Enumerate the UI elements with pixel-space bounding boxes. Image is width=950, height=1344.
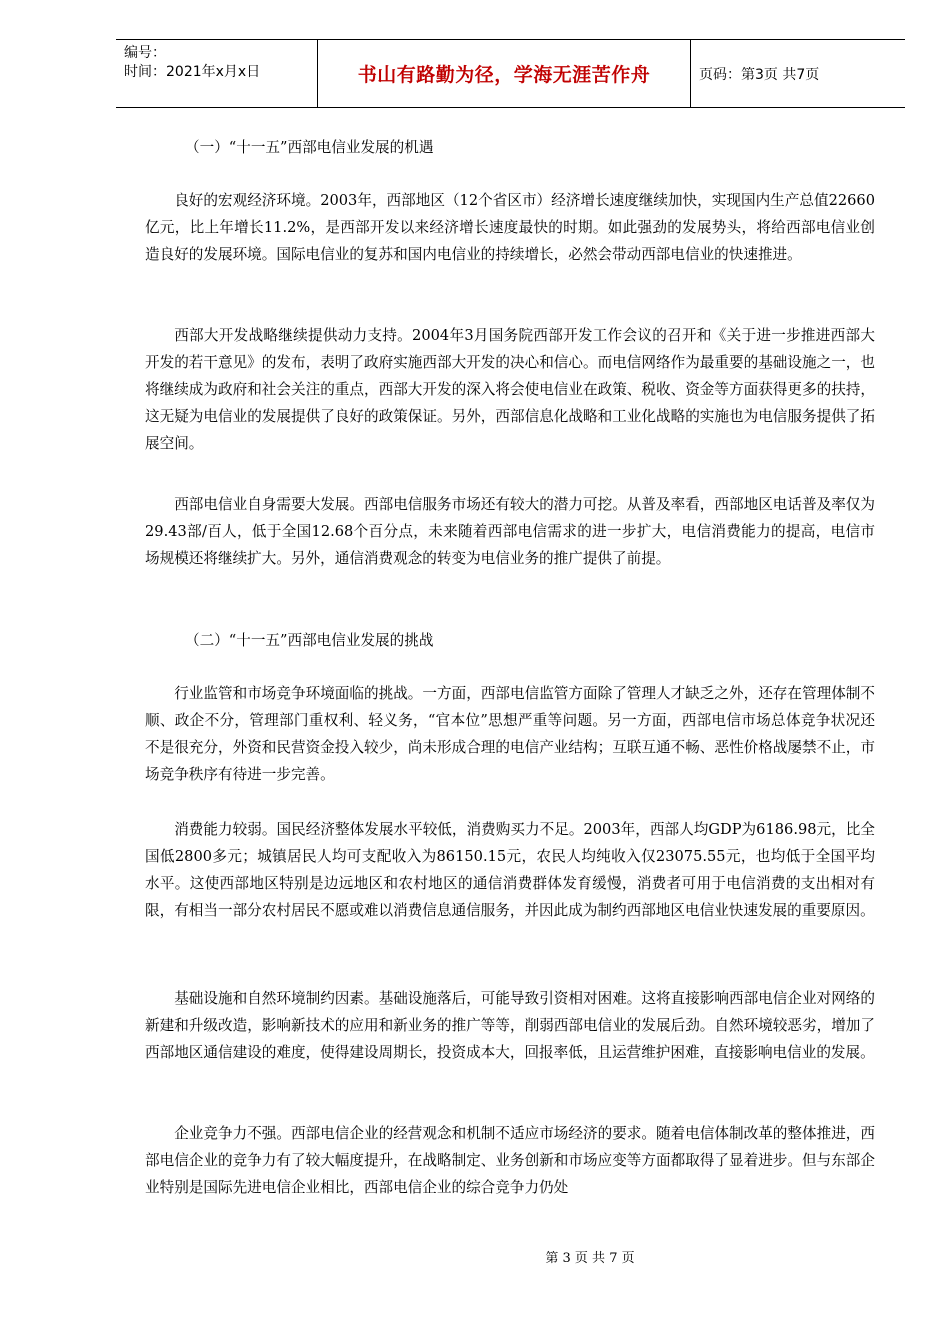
paragraph: 西部电信业自身需要大发展。西部电信服务市场还有较大的潜力可挖。从普及率看，西部地区电话普及率仅为29.43部/百人，低于全国12.68个百分点，未来随着西部电信需求的进一步扩大，电信消费能力的提高，电信市场规模还将继续扩大。另外，通信消费观念的转变为电信业务的推广提供了前提。 — [145, 496, 875, 567]
paragraph: 基础设施和自然环境制约因素。基础设施落后，可能导致引资相对困难。这将直接影响西部电信企业对网络的新建和升级改造，影响新技术的应用和新业务的推广等等，削弱西部电信业的发展后劲。自然环境较恶劣，增加了西部地区通信建设的难度，使得建设周期长，投资成本大，回报率低，且运营维护困难，直接影响电信业的发展。 — [145, 990, 875, 1061]
header-number: 编号： — [124, 45, 166, 61]
document-header — [116, 39, 905, 108]
header-meta — [116, 40, 317, 107]
paragraph: 企业竞争力不强。西部电信企业的经营观念和机制不适应市场经济的要求。随着电信体制改革的整体推进，西部电信企业的竞争力有了较大幅度提升，在战略制定、业务创新和市场应变等方面都取得了显着进步。但与东部企业特别是国际先进电信企业相比，西部电信企业的综合竞争力仍处 — [145, 1125, 875, 1196]
paragraph: 良好的宏观经济环境。2003年，西部地区（12个省区市）经济增长速度继续加快，实现国内生产总值22660亿元，比上年增长11.2%，是西部开发以来经济增长速度最快的时期。如此强劲的发展势头，将给西部电信业创造良好的发展环境。国际电信业的复苏和国内电信业的持续增长，必然会带动西部电信业的快速推进。 — [145, 192, 875, 263]
paragraph: 西部大开发战略继续提供动力支持。2004年3月国务院西部开发工作会议的召开和《关于进一步推进西部大开发的若干意见》的发布，表明了政府实施西部大开发的决心和信心。而电信网络作为最重要的基础设施之一，也将继续成为政府和社会关注的重点，西部大开发的深入将会使电信业在政策、税收、资金等方面获得更多的扶持，这无疑为电信业的发展提供了良好的政策保证。另外，西部信息化战略和工业化战略的实施也为电信服务提供了拓展空间。 — [145, 327, 875, 452]
page-footer: 第 3 页 共 7 页 — [545, 1251, 635, 1266]
header-time: 时间：2021年x月x日 — [124, 64, 261, 80]
paragraph: 消费能力较弱。国民经济整体发展水平较低，消费购买力不足。2003年，西部人均GDP为6186.98元，比全国低2800多元；城镇居民人均可支配收入为86150.15元，农民人均纯收入仅23075.55元，也均低于全国平均水平。这使西部地区特别是边远地区和农村地区的通信消费群体发育缓慢，消费者可用于电信消费的支出相对有限，有相当一部分农村居民不愿或难以消费信息通信服务，并因此成为制约西部地区电信业快速发展的重要原因。 — [145, 821, 875, 919]
header-motto: 书山有路勤为径，学海无涯苦作舟 — [317, 40, 691, 107]
section-heading-opportunities: （一）“十一五”西部电信业发展的机遇 — [185, 139, 434, 156]
header-page-number: 页码：第3页 共7页 — [699, 66, 820, 83]
section-heading-challenges: （二）“十一五”西部电信业发展的挑战 — [185, 632, 434, 649]
paragraph: 行业监管和市场竞争环境面临的挑战。一方面，西部电信监管方面除了管理人才缺乏之外，还存在管理体制不顺、政企不分，管理部门重权利、轻义务，“官本位”思想严重等问题。另一方面，西部电信市场总体竞争状况还不是很充分，外资和民营资金投入较少，尚未形成合理的电信产业结构；互联互通不畅、恶性价格战屡禁不止，市场竞争秩序有待进一步完善。 — [145, 685, 875, 783]
